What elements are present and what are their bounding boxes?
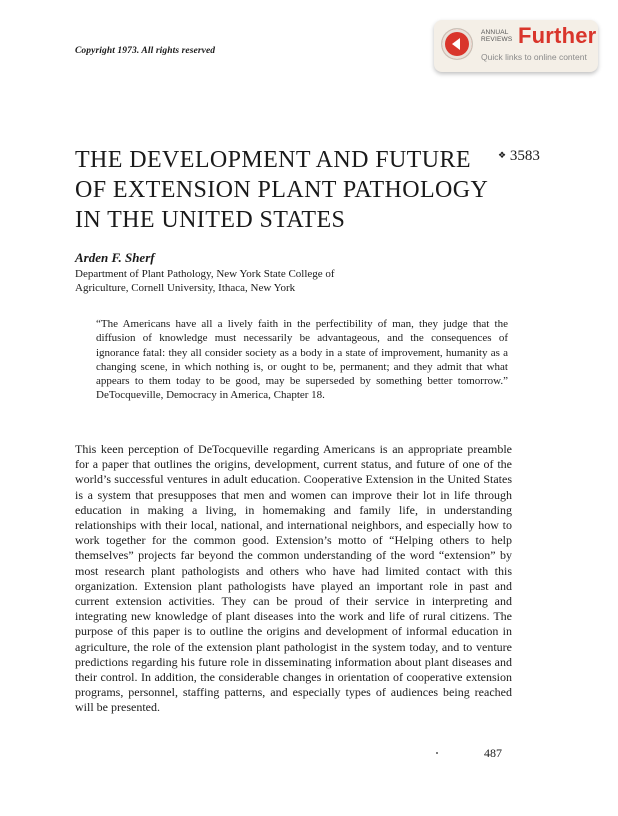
author-affiliation: Department of Plant Pathology, New York State College of Agriculture, Cornell University, Ithaca, New York [75,268,335,294]
further-label: Further [518,23,597,48]
further-subtitle: Quick links to online content [481,52,587,62]
title-line: THE DEVELOPMENT AND FUTURE [75,147,471,173]
author-name: Arden F. Sherf [75,250,155,265]
epigraph-quote: “The Americans have all a lively faith in the perfectibility of man, they judge that the diffusion of knowledge must necessarily be advantageous, and the consequences of ignorance fatal: they all consider society as a body in a state of improvement, humanity as a changing scene, in which nothing is, or ought to be, permanent; and they admit that what appears to them today to be good, may be superseded by something better tomorrow.” DeTocqueville, Democracy in America, Chapter 18. [96,318,508,402]
body-paragraph: This keen perception of DeTocqueville regarding Americans is an appropriate preamble for a paper that outlines the origins, development, current status, and future of one of the world’s successful ventures in adult education. Cooperative Extension in the United States is a system that presupposes that men and women can improve their lot in life through education in making a living, in homemaking and family life, in understanding relationships with their local, national, and international neighbors, and especially how to work together for the common good. Extension’s motto of “Helping others to help themselves” projects far beyond the common understanding of the word “extension” by most research plant pathologists and others who have had limited contact with this organization. Extension plant pathologists have played an important role in past and current extension activities. They can be proud of their service in interpreting and integrating new knowledge of plant diseases into the work and life of rural citizens. The purpose of this paper is to outline the origins and development of informal education in agriculture, the role of the extension plant pathologist in the system today, and to venture predictions regarding his future role in disseminating information about plant diseases and their control. In addition, the considerable changes in orientation of cooperative extension programs, personnel, staffing patterns, and especially types of audiences being reached will be presented. [75,442,512,715]
diamond-bullet-icon: ❖ [498,150,507,160]
further-links-badge[interactable] [434,20,598,72]
title-line: IN THE UNITED STATES [75,207,346,233]
title-line: OF EXTENSION PLANT PATHOLOGY [75,177,489,203]
annual-reviews-brand: ANNUAL REVIEWS [481,29,513,43]
article-id: ❖ 3583 [498,148,540,164]
copyright-notice: Copyright 1973. All rights reserved [75,46,216,56]
page-number: 487 [484,746,502,760]
article-title [75,145,495,235]
play-arrow-icon [442,29,472,59]
stray-mark [436,752,438,754]
